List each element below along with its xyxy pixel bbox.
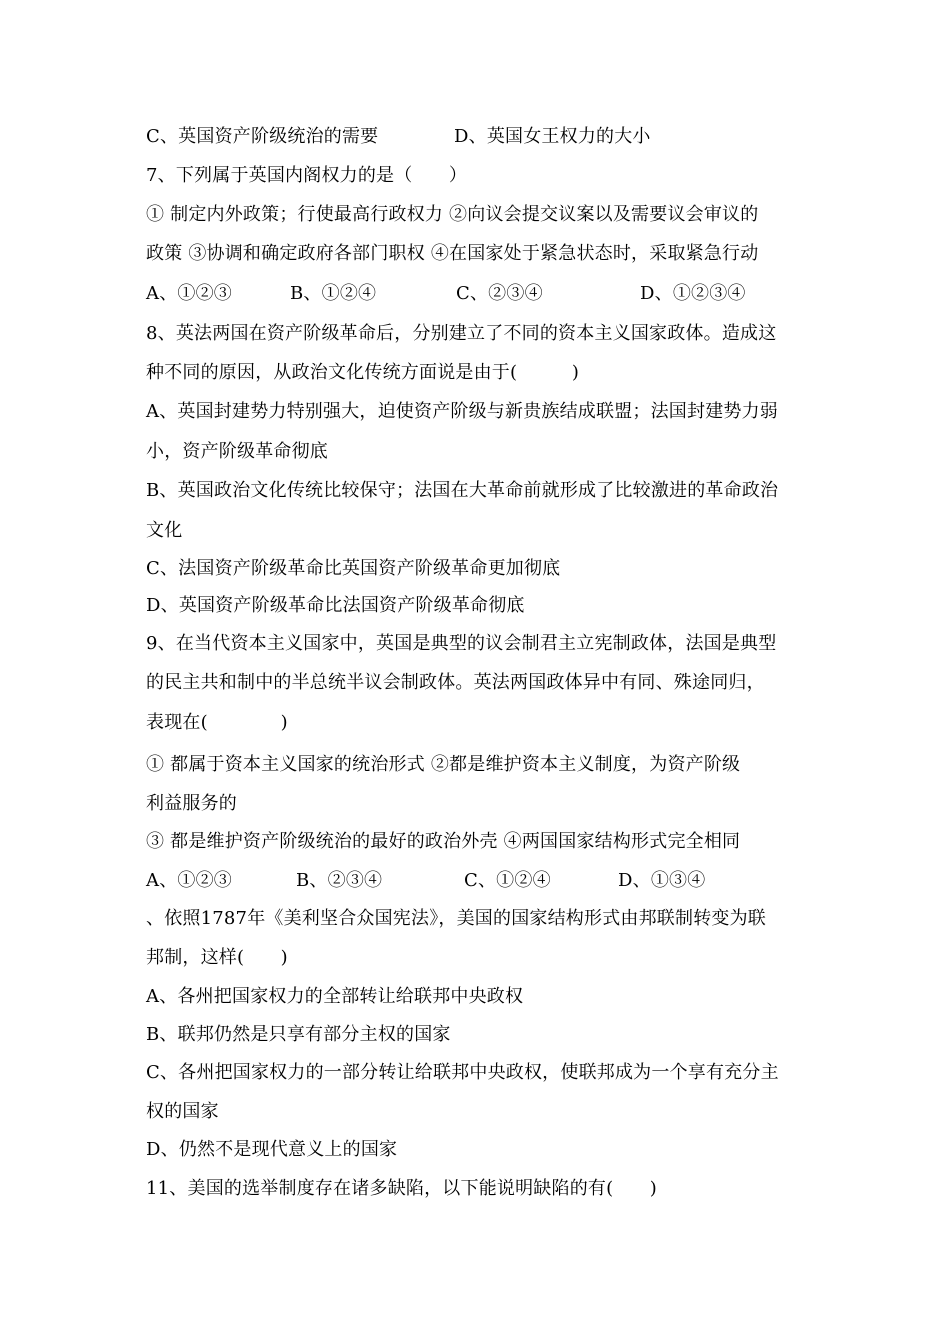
text-line: 种不同的原因，从政治文化传统方面说是由于( ) (146, 362, 580, 383)
text-line: 政策 ③协调和确定政府各部门职权 ④在国家处于紧急状态时，采取紧急行动 (146, 243, 759, 264)
text-line: A、各州把国家权力的全部转让给联邦中央政权 (146, 986, 524, 1007)
option-b: B、②③④ (296, 870, 383, 891)
text-line: 表现在( ) (146, 712, 288, 733)
option-c: C、英国资产阶级统治的需要 (146, 126, 379, 147)
text-line: 的民主共和制中的半总统半议会制政体。英法两国政体异中有同、殊途同归， (146, 672, 765, 693)
option-a: A、①②③ (146, 870, 232, 891)
question-10: 、依照1787年《美利坚合众国宪法》，美国的国家结构形式由邦联制转变为联 (146, 908, 767, 929)
option-b: B、①②④ (290, 283, 377, 304)
option-a: A、①②③ (146, 283, 232, 304)
text-line: D、英国资产阶级革命比法国资产阶级革命彻底 (146, 595, 525, 616)
text-line: D、仍然不是现代意义上的国家 (146, 1139, 398, 1160)
text-line: 权的国家 (146, 1101, 219, 1122)
text-line: B、联邦仍然是只享有部分主权的国家 (146, 1024, 451, 1045)
text-line: ③ 都是维护资产阶级统治的最好的政治外壳 ④两国国家结构形式完全相同 (146, 831, 741, 852)
question-7: 7、下列属于英国内阁权力的是（ ） (146, 165, 468, 186)
question-9: 9、在当代资本主义国家中，英国是典型的议会制君主立宪制政体，法国是典型 (146, 633, 777, 654)
text-line: 邦制，这样( ) (146, 947, 288, 968)
text-line: 文化 (146, 520, 183, 541)
option-d: D、①③④ (618, 870, 706, 891)
text-line: B、英国政治文化传统比较保守；法国在大革命前就形成了比较激进的革命政治 (146, 480, 779, 501)
option-c: C、②③④ (456, 283, 543, 304)
text-line: ① 制定内外政策；行使最高行政权力 ②向议会提交议案以及需要议会审议的 (146, 204, 759, 225)
question-8: 8、英法两国在资产阶级革命后，分别建立了不同的资本主义国家政体。造成这 (146, 323, 777, 344)
option-c: C、①②④ (464, 870, 551, 891)
text-line: 利益服务的 (146, 793, 237, 814)
option-d: D、英国女王权力的大小 (454, 126, 651, 147)
option-d: D、①②③④ (640, 283, 746, 304)
text-line: C、法国资产阶级革命比英国资产阶级革命更加彻底 (146, 558, 561, 579)
text-line: 小，资产阶级革命彻底 (146, 441, 328, 462)
text-line: A、英国封建势力特别强大，迫使资产阶级与新贵族结成联盟；法国封建势力弱 (146, 401, 778, 422)
text-line: ① 都属于资本主义国家的统治形式 ②都是维护资本主义制度，为资产阶级 (146, 754, 741, 775)
text-line: C、各州把国家权力的一部分转让给联邦中央政权，使联邦成为一个享有充分主 (146, 1062, 779, 1083)
question-11: 11、美国的选举制度存在诸多缺陷，以下能说明缺陷的有( ) (146, 1178, 657, 1199)
